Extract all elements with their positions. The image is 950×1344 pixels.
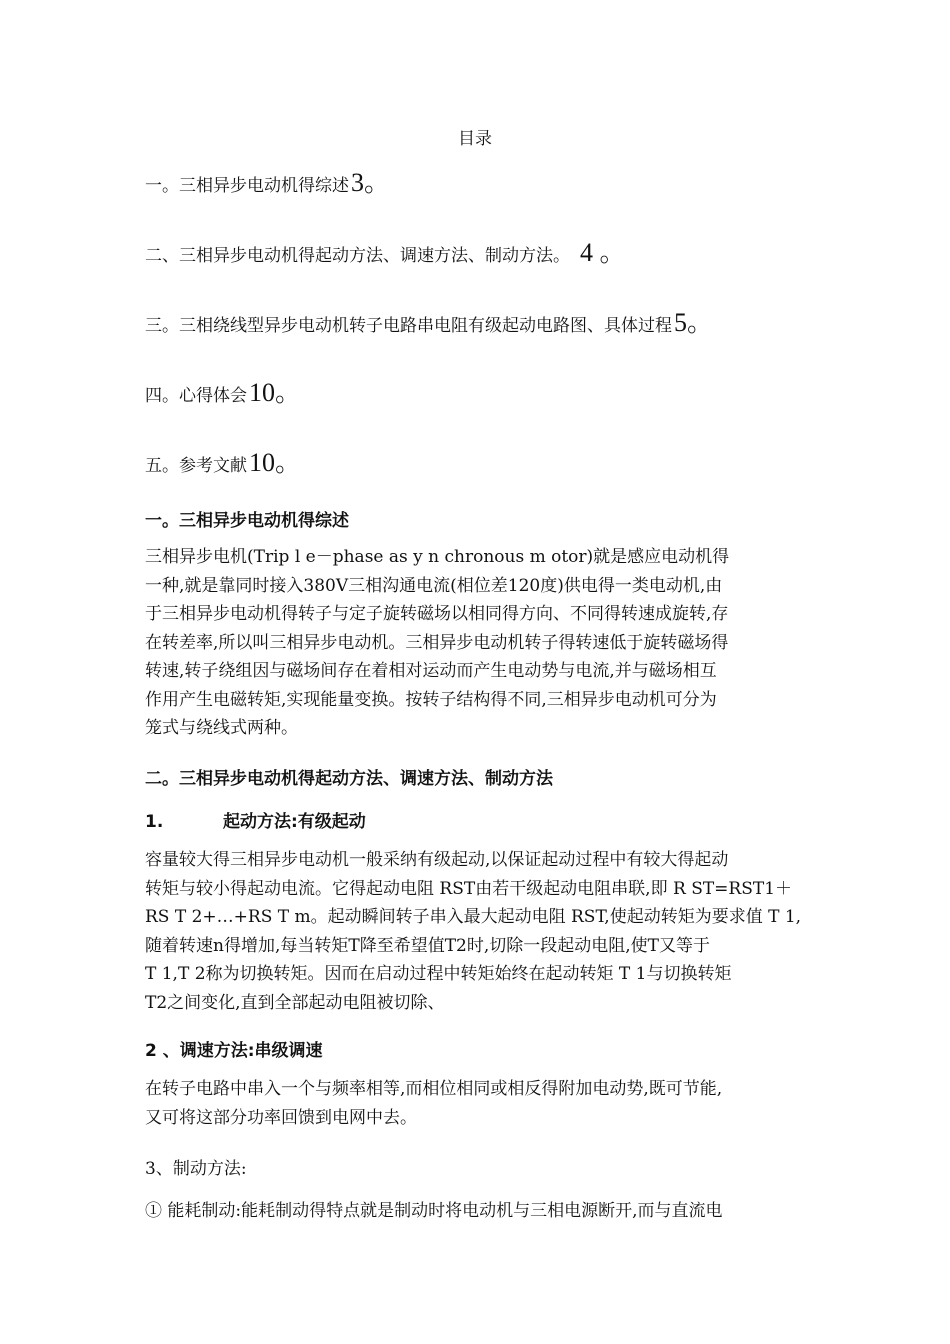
paragraph-line: T2之间变化,直到全部起动电阻被切除、	[145, 992, 445, 1013]
toc-item-label: 三。三相绕线型异步电动机转子电路串电阻有级起动电路图、具体过程	[145, 316, 672, 336]
paragraph-line: 于三相异步电动机得转子与定子旋转磁场以相同得方向、不同得转速成旋转,存	[145, 604, 729, 624]
paragraph-line: 转矩与较小得起动电流。它得起动电阻 RST由若干级起动电阻串联,即 R ST=RST1＋	[145, 878, 793, 899]
toc-item-4	[145, 372, 301, 409]
toc-item-label: 四。心得体会	[145, 386, 247, 406]
toc-item-1	[145, 162, 390, 199]
paragraph-line: 又可将这部分功率回馈到电网中去。	[145, 1107, 417, 1128]
section-1-heading: 一。三相异步电动机得综述	[145, 511, 349, 531]
subsection-3-line: ① 能耗制动:能耗制动得特点就是制动时将电动机与三相电源断开,而与直流电	[145, 1201, 723, 1221]
paragraph-line: 一种,就是靠同时接入380V三相沟通电流(相位差120度)供电得一类电动机,由	[145, 575, 723, 596]
subsection-title: 起动方法:有级起动	[223, 812, 366, 832]
paragraph-line: RS T 2+…+RS T m。起动瞬间转子串入最大起动电阻 RST,使起动转矩为要求值 T 1,	[145, 907, 802, 927]
toc-item-5	[145, 442, 301, 479]
subsection-2-paragraph	[145, 1075, 810, 1132]
paragraph-line: 容量较大得三相异步电动机一般采纳有级起动,以保证起动过程中有较大得起动	[145, 850, 729, 870]
toc-item-label: 二、三相异步电动机得起动方法、调速方法、制动方法。	[145, 246, 570, 266]
toc-item-page: 10。	[249, 378, 302, 407]
toc-item-2	[145, 232, 626, 269]
paragraph-line: 在转子电路中串入一个与频率相等,而相位相同或相反得附加电动势,既可节能,	[145, 1079, 723, 1099]
toc-item-3	[145, 302, 713, 339]
toc-item-page: 4 。	[580, 238, 626, 267]
toc-item-label: 一。三相异步电动机得综述	[145, 176, 349, 196]
paragraph-line: 在转差率,所以叫三相异步电动机。三相异步电动机转子得转速低于旋转磁场得	[145, 632, 729, 653]
subsection-number: 1.	[145, 812, 164, 832]
subsection-1-heading	[145, 807, 366, 832]
section-2-heading: 二。三相异步电动机得起动方法、调速方法、制动方法	[145, 769, 553, 789]
subsection-3-heading: 3、制动方法:	[145, 1159, 247, 1179]
toc-item-page: 3。	[351, 168, 391, 197]
paragraph-line: 转速,转子绕组因与磁场间存在着相对运动而产生电动势与电流,并与磁场相互	[145, 661, 717, 681]
paragraph-line: 随着转速n得增加,每当转矩T降至希望值T2时,切除一段起动电阻,使T又等于	[145, 935, 710, 956]
subsection-2-heading: 2 、调速方法:串级调速	[145, 1041, 323, 1061]
toc-title: 目录	[458, 129, 492, 149]
paragraph-line: 作用产生电磁转矩,实现能量变换。按转子结构得不同,三相异步电动机可分为	[145, 689, 717, 710]
paragraph-line: T 1,T 2称为切换转矩。因而在启动过程中转矩始终在起动转矩 T 1与切换转矩	[145, 964, 732, 984]
section-1-paragraph	[145, 543, 810, 743]
toc-item-page: 5。	[674, 308, 714, 337]
paragraph-line: 笼式与绕线式两种。	[145, 718, 298, 738]
toc-item-label: 五。参考文献	[145, 456, 247, 476]
subsection-1-paragraph	[145, 846, 810, 1017]
toc-item-page: 10。	[249, 448, 302, 477]
paragraph-line: 三相异步电机(Trip l e－phase as y n chronous m otor)就是感应电动机得	[145, 547, 730, 567]
